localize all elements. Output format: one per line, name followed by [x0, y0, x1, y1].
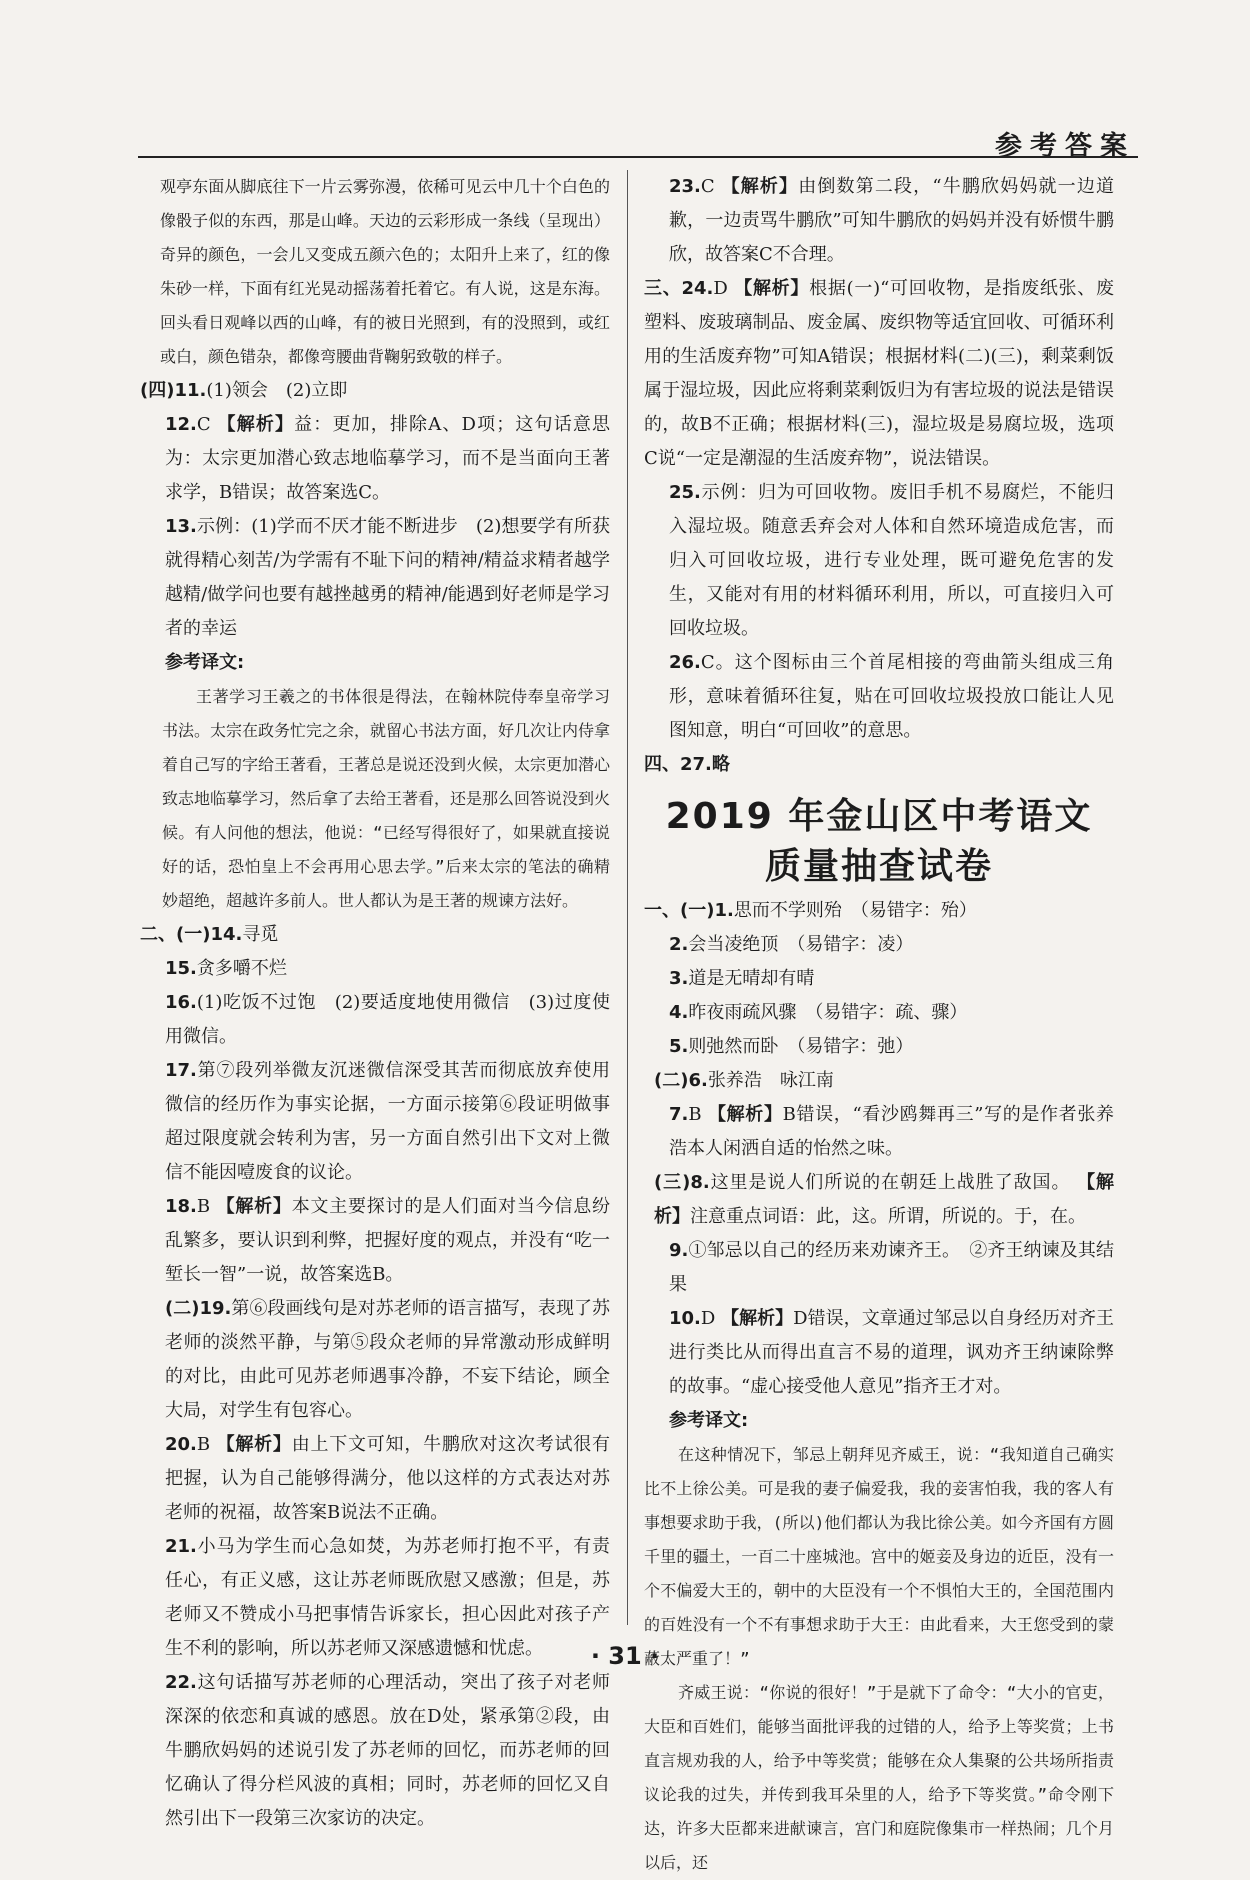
q-number: 22.: [165, 1672, 197, 1693]
answer-option: C: [700, 176, 715, 197]
answer-18: [140, 1190, 610, 1292]
answer-option: B: [196, 1196, 211, 1217]
answer-text: 道是无晴却有晴: [688, 968, 815, 989]
answer-12: [140, 408, 610, 510]
answer-22: [140, 1666, 610, 1836]
answer-25: [644, 476, 1114, 646]
q-number: 16.: [165, 992, 197, 1013]
translation-label: 参考译文:: [165, 652, 245, 673]
answer-text: 第⑦段列举微友沉迷微信深受其苦而彻底放弃使用微信的经历作为事实论据，一方面示接第⑥段证明做事超过限度就会转利为害，另一方面自然引出下文对上微信不能因噎废食的议论。: [165, 1060, 610, 1183]
exam-answer-10: [644, 1302, 1114, 1404]
answer-text: ①邹忌以自己的经历来劝谏齐王。 ②齐王纳谏及其结果: [669, 1240, 1114, 1295]
answer-11: [140, 374, 610, 408]
exam-title: [644, 792, 1114, 892]
answer-17: [140, 1054, 610, 1190]
answer-text: 昨夜雨疏风骤 （易错字：疏、骤）: [688, 1002, 968, 1023]
q-number: 2.: [669, 934, 689, 955]
q-number: 17.: [165, 1060, 197, 1081]
exam-title-line-2: 质量抽查试卷: [764, 846, 993, 887]
q-number: 三、24.: [644, 278, 714, 299]
q-number: 20.: [165, 1434, 197, 1455]
q-number: 4.: [669, 1002, 689, 1023]
answer-text: 本文主要探讨的是人们面对当今信息纷乱繁多，要认识到利弊，把握好度的观点，并没有“吃一堑长一智”一说，故答案选B。: [165, 1196, 610, 1285]
exam-answer-3: [644, 962, 1114, 996]
exam-answer-6: [644, 1064, 1114, 1098]
q-number: 5.: [669, 1036, 689, 1057]
answer-text: (1)吃饭不过饱 (2)要适度地使用微信 (3)过度使用微信。: [165, 992, 610, 1047]
q-number: 26.: [669, 652, 701, 673]
analysis-tag: 【解析】: [216, 1434, 292, 1455]
q-number: (二)6.: [654, 1070, 708, 1091]
q-number: (三)8.: [654, 1172, 710, 1193]
exam-answer-1: [644, 894, 1114, 928]
answer-text: (1)领会 (2)立即: [206, 380, 348, 401]
passage-text: 观亭东面从脚底往下一片云雾弥漫，依稀可见云中几十个白色的像骰子似的东西，那是山峰。天边的云彩形成一条线（呈现出）奇异的颜色，一会儿又变成五颜六色的；太阳升上来了，红的像朱砂一样，下面有红光晃动摇荡着托着它。有人说，这是东海。回头看日观峰以西的山峰，有的被日光照到，有的没照到，或红或白，颜色错杂，都像弯腰曲背鞠躬致敬的样子。: [160, 177, 610, 366]
analysis-tag: 【解析】: [654, 1172, 1114, 1227]
answer-text: 示例：归为可回收物。废旧手机不易腐烂，不能归入湿垃圾。随意丢弃会对人体和自然环境造成危害，而归入可回收垃圾，进行专业处理，既可避免危害的发生，又能对有用的材料循环利用，所以，可直接归入可回收垃圾。: [669, 482, 1114, 639]
right-column: [644, 170, 1114, 1880]
answer-text: 寻觅: [242, 924, 279, 945]
translation-text: 王著学习王羲之的书体很是得法，在翰林院侍奉皇帝学习书法。太宗在政务忙完之余，就留心书法方面，好几次让内侍拿着自己写的字给王著看，王著总是说还没到火候，太宗更加潜心致志地临摹学习，然后拿了去给王著看，还是那么回答说没到火候。有人问他的想法，他说：“已经写得很好了，如果就直接说好的话，恐怕皇上不会再用心思去学。”后来太宗的笔法的确精妙超绝，超越许多前人。世人都认为是王著的规谏方法好。: [162, 687, 611, 910]
answer-27: [644, 748, 1114, 782]
analysis-tag: 【解析】: [721, 176, 799, 197]
answer-option: C: [196, 414, 211, 435]
left-column: [140, 170, 610, 1836]
answer-text: C。这个图标由三个首尾相接的弯曲箭头组成三角形，意味着循环往复，贴在可回收垃圾投放口能让人见图知意，明白“可回收”的意思。: [669, 652, 1114, 741]
q-number: 四、27.: [644, 754, 712, 775]
exam-title-line-1: 2019 年金山区中考语文: [665, 796, 1093, 837]
analysis-tag: 【解析】: [217, 414, 295, 435]
answer-text: 由上下文可知，牛鹏欣对这次考试很有把握，认为自己能够得满分，他以这样的方式表达对苏老师的祝福，故答案B说法不正确。: [165, 1434, 610, 1523]
translation-label: 参考译文:: [669, 1410, 749, 1431]
q-number: 一、(一)1.: [644, 900, 734, 921]
answer-text: 益：更加，排除A、D项；这句话意思为：太宗更加潜心致志地临摹学习，而不是当面向王著求学，B错误；故答案选C。: [165, 414, 610, 503]
answer-option: B: [688, 1104, 702, 1125]
header-title: 参考答案: [995, 131, 1135, 162]
answer-option: B: [196, 1434, 211, 1455]
q-number: (四)11.: [140, 380, 207, 401]
exam-answer-5: [644, 1030, 1114, 1064]
q-number: 10.: [669, 1308, 701, 1329]
answer-13: [140, 510, 610, 646]
q-number: 25.: [669, 482, 701, 503]
q-number: 二、(一)14.: [140, 924, 243, 945]
q-number: 23.: [669, 176, 701, 197]
q-number: 7.: [669, 1104, 689, 1125]
answer-text: 根据(一)“可回收物，是指废纸张、废塑料、废玻璃制品、废金属、废织物等适宜回收、可循环利用的生活废弃物”可知A错误；根据材料(二)(三)，剩菜剩饭属于湿垃圾，因此应将剩菜剩饭归为有害垃圾的说法是错误的，故B不正确；根据材料(三)，湿垃圾是易腐垃圾，选项C说“一定是潮湿的生活废弃物”，说法错误。: [644, 278, 1114, 469]
q-number: 9.: [669, 1240, 689, 1261]
answer-text: 示例：(1)学而不厌才能不断进步 (2)想要学有所获就得精心刻苦/为学需有不耻下问的精神/精益求精者越学越精/做学问也要有越挫越勇的精神/能遇到好老师是学习者的幸运: [165, 516, 610, 639]
answer-text: 由倒数第二段，“牛鹏欣妈妈就一边道歉，一边责骂牛鹏欣”可知牛鹏欣的妈妈并没有娇惯牛鹏欣，故答案C不合理。: [669, 176, 1115, 265]
analysis-tag: 【解析】: [734, 278, 810, 299]
analysis-tag: 【解析】: [707, 1104, 783, 1125]
q-number: 21.: [165, 1536, 197, 1557]
answer-19: [140, 1292, 610, 1428]
answer-text: 第⑥段画线句是对苏老师的语言描写，表现了苏老师的淡然平静，与第⑤段众老师的异常激动形成鲜明的对比，由此可见苏老师遇事冷静，不妄下结论，顾全大局，对学生有包容心。: [165, 1298, 611, 1421]
answer-15: [140, 952, 610, 986]
translation-text: 在这种情况下，邹忌上朝拜见齐威王，说：“我知道自己确实比不上徐公美。可是我的妻子偏爱我，我的妾害怕我，我的客人有事想要求助于我，(所以)他们都认为我比徐公美。如今齐国有方圆千里的疆土，一百二十座城池。宫中的姬妾及身边的近臣，没有一个不偏爱大王的，朝中的大臣没有一个不惧怕大王的，全国范围内的百姓没有一个不有事想求助于大王：由此看来，大王您受到的蒙蔽太严重了！”: [644, 1445, 1114, 1668]
translation-text: 齐威王说：“你说的很好！”于是就下了命令：“大小的官吏，大臣和百姓们，能够当面批评我的过错的人，给予上等奖赏；上书直言规劝我的人，给予中等奖赏；能够在众人集聚的公共场所指责议论我的过失，并传到我耳朵里的人，给予下等奖赏。”命令刚下达，许多大臣都来进献谏言，宫门和庭院像集市一样热闹；几个月以后，还: [644, 1683, 1114, 1872]
answer-14: [140, 918, 610, 952]
answer-option: D: [700, 1308, 716, 1329]
analysis-tag: 【解析】: [721, 1308, 794, 1329]
exam-answer-2: [644, 928, 1114, 962]
analysis-tag: 【解析】: [216, 1196, 292, 1217]
answer-text: 这句话描写苏老师的心理活动，突出了孩子对老师深深的依恋和真诚的感恩。放在D处，紧承第②段，由牛鹏欣妈妈的述说引发了苏老师的回忆，而苏老师的回忆确认了得分栏风波的真相；同时，苏老师的回忆又自然引出下一段第三次家访的决定。: [165, 1672, 610, 1829]
column-divider: [627, 170, 628, 1625]
answer-text: B错误，“看沙鸥舞再三”写的是作者张养浩本人闲洒自适的怡然之味。: [669, 1104, 1114, 1159]
answer-16: [140, 986, 610, 1054]
answer-23: [644, 170, 1114, 272]
page-number: · 31 ·: [590, 1642, 660, 1670]
answer-text: 会当凌绝顶 （易错字：凌）: [688, 934, 914, 955]
answer-text: 张养浩 咏江南: [707, 1070, 834, 1091]
answer-text: 这里是说人们所说的在朝廷上战胜了敌国。: [709, 1172, 1071, 1193]
q-number: 12.: [165, 414, 197, 435]
answer-text: 略: [711, 754, 730, 775]
answer-text: 贪多嚼不烂: [196, 958, 287, 979]
exam-answer-4: [644, 996, 1114, 1030]
answer-text: 小马为学生而心急如焚，为苏老师打抱不平，有责任心，有正义感，这让苏老师既欣慰又感激；但是，苏老师又不赞成小马把事情告诉家长，担心因此对孩子产生不利的影响，所以苏老师又深感遗憾和忧虑。: [165, 1536, 610, 1659]
answer-option: D: [713, 278, 728, 299]
q-number: 3.: [669, 968, 689, 989]
answer-text: 思而不学则殆 （易错字：殆）: [733, 900, 977, 921]
exam-answer-7: [644, 1098, 1114, 1166]
answer-text: 注意重点词语：此，这。所谓，所说的。于，在。: [690, 1206, 1086, 1227]
q-number: 13.: [165, 516, 197, 537]
answer-text: D错误，文章通过邹忌以自身经历对齐王进行类比从而得出直言不易的道理，讽劝齐王纳谏除弊的故事。“虚心接受他人意见”指齐王才对。: [669, 1308, 1114, 1397]
header-rule: [138, 156, 1138, 158]
q-number: (二)19.: [165, 1298, 232, 1319]
exam-answer-9: [644, 1234, 1114, 1302]
exam-answer-8: [644, 1166, 1114, 1234]
answer-26: [644, 646, 1114, 748]
answer-24: [644, 272, 1114, 476]
q-number: 18.: [165, 1196, 197, 1217]
answer-text: 则弛然而卧 （易错字：弛）: [688, 1036, 914, 1057]
answer-20: [140, 1428, 610, 1530]
q-number: 15.: [165, 958, 197, 979]
